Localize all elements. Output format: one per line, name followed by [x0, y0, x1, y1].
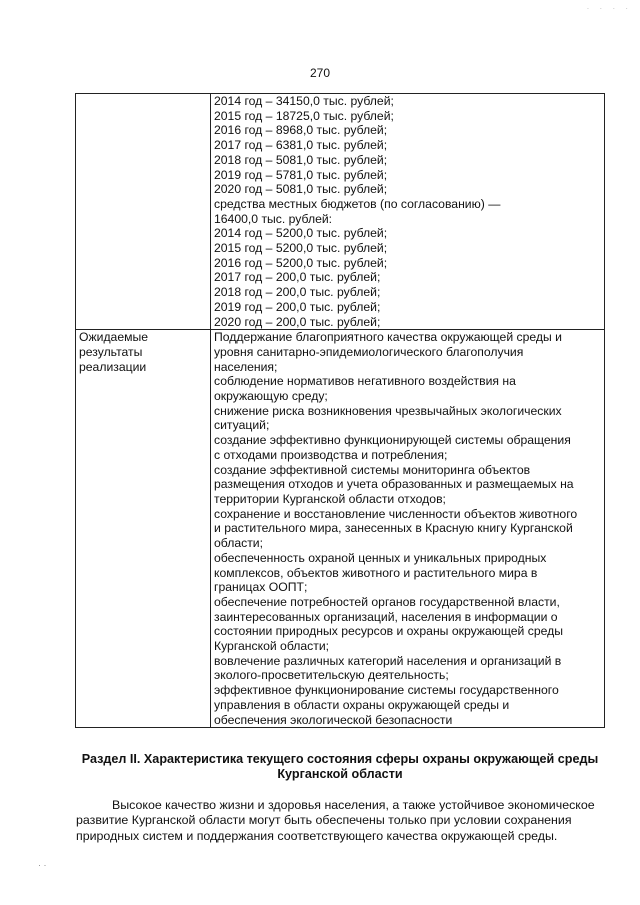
- funding-cell: [211, 94, 605, 330]
- text-line: создание эффективной системы мониторинга объектов: [214, 462, 531, 477]
- text-line: 2016 год – 8968,0 тыс. рублей;: [214, 123, 388, 138]
- text-line: 2020 год – 5081,0 тыс. рублей;: [214, 182, 388, 197]
- text-line: эколого-просветительскую деятельность;: [214, 668, 449, 683]
- table-row-expected-results: [76, 330, 605, 728]
- row-label-cell: [76, 94, 211, 330]
- text-line: комплексов, объектов животного и растительного мира в: [214, 565, 538, 580]
- row-label-cell: [76, 330, 211, 728]
- text-line: заинтересованных организаций, населения в информации о: [214, 609, 558, 624]
- text-line: и растительного мира, занесенных в Красную книгу Курганской: [214, 521, 573, 536]
- text-line: обеспечения экологической безопасности: [214, 712, 453, 727]
- text-line: ситуаций;: [214, 418, 270, 433]
- text-line: результаты: [79, 344, 143, 359]
- expected-results-cell: [211, 330, 605, 728]
- text-line: эффективное функционирование системы государственного: [214, 683, 559, 698]
- body-paragraph: [76, 798, 612, 844]
- text-line: сохранение и восстановление численности объектов животного: [214, 506, 578, 521]
- text-line: 2019 год – 5781,0 тыс. рублей;: [214, 167, 388, 182]
- text-line: населения;: [214, 359, 278, 374]
- text-line: 2016 год – 5200,0 тыс. рублей;: [214, 255, 388, 270]
- section-heading: [60, 752, 620, 782]
- text-line: соблюдение нормативов негативного воздействия на: [214, 374, 516, 389]
- text-line: области;: [214, 536, 263, 551]
- text-line: 2015 год – 18725,0 тыс. рублей;: [214, 108, 394, 123]
- text-line: Поддержание благоприятного качества окружающей среды и: [214, 330, 562, 345]
- paragraph-line: природных систем и поддержания соответствующего качества окружающей среды.: [76, 828, 558, 843]
- text-line: 2018 год – 200,0 тыс. рублей;: [214, 285, 381, 300]
- text-line: 2014 год – 34150,0 тыс. рублей;: [214, 94, 394, 108]
- text-line: средства местных бюджетов (по согласованию) —: [214, 196, 501, 211]
- text-line: 2019 год – 200,0 тыс. рублей;: [214, 299, 381, 314]
- text-line: состоянии природных ресурсов и охраны окружающей среды: [214, 624, 563, 639]
- text-line: управления в области охраны окружающей среды и: [214, 697, 510, 712]
- text-line: 2015 год – 5200,0 тыс. рублей;: [214, 241, 388, 256]
- text-line: размещения отходов и учета образованных и размещаемых на: [214, 477, 574, 492]
- text-line: 2020 год – 200,0 тыс. рублей;: [214, 314, 381, 329]
- scan-artifact-dots: · · · ·: [586, 4, 632, 13]
- text-line: 2017 год – 6381,0 тыс. рублей;: [214, 138, 388, 153]
- section-heading-line: Раздел II. Характеристика текущего состояния сферы охраны окружающей среды: [81, 752, 599, 766]
- text-line: Ожидаемые: [79, 330, 149, 345]
- scan-artifact-dots: · ·: [38, 860, 47, 870]
- text-line: окружающую среду;: [214, 389, 328, 404]
- program-passport-table: [75, 93, 605, 728]
- text-line: с отходами производства и потребления;: [214, 447, 448, 462]
- section-heading-line: Курганской области: [277, 767, 403, 781]
- text-line: Курганской области;: [214, 639, 330, 654]
- text-line: реализации: [79, 359, 147, 374]
- text-line: обеспеченность охраной ценных и уникальных природных: [214, 550, 547, 565]
- table-row-funding: [76, 94, 605, 330]
- paragraph-line: развитие Курганской области могут быть обеспечены только при условии сохранения: [76, 813, 572, 828]
- paragraph-line: Высокое качество жизни и здоровья населения, а также устойчивое экономическое: [112, 798, 595, 812]
- text-line: создание эффективно функционирующей системы обращения: [214, 433, 571, 448]
- text-line: 2018 год – 5081,0 тыс. рублей;: [214, 152, 388, 167]
- text-line: 2014 год – 5200,0 тыс. рублей;: [214, 226, 388, 241]
- text-line: снижение риска возникновения чрезвычайных экологических: [214, 403, 562, 418]
- text-line: обеспечение потребностей органов государственной власти,: [214, 594, 560, 609]
- text-line: вовлечение различных категорий населения и организаций в: [214, 653, 562, 668]
- text-line: территории Курганской области отходов;: [214, 491, 446, 506]
- text-line: 2017 год – 200,0 тыс. рублей;: [214, 270, 381, 285]
- text-line: 16400,0 тыс. рублей:: [214, 211, 333, 226]
- page-number: 270: [309, 66, 331, 80]
- text-line: уровня санитарно-эпидемиологического благополучия: [214, 344, 524, 359]
- text-line: границах ООПТ;: [214, 580, 308, 595]
